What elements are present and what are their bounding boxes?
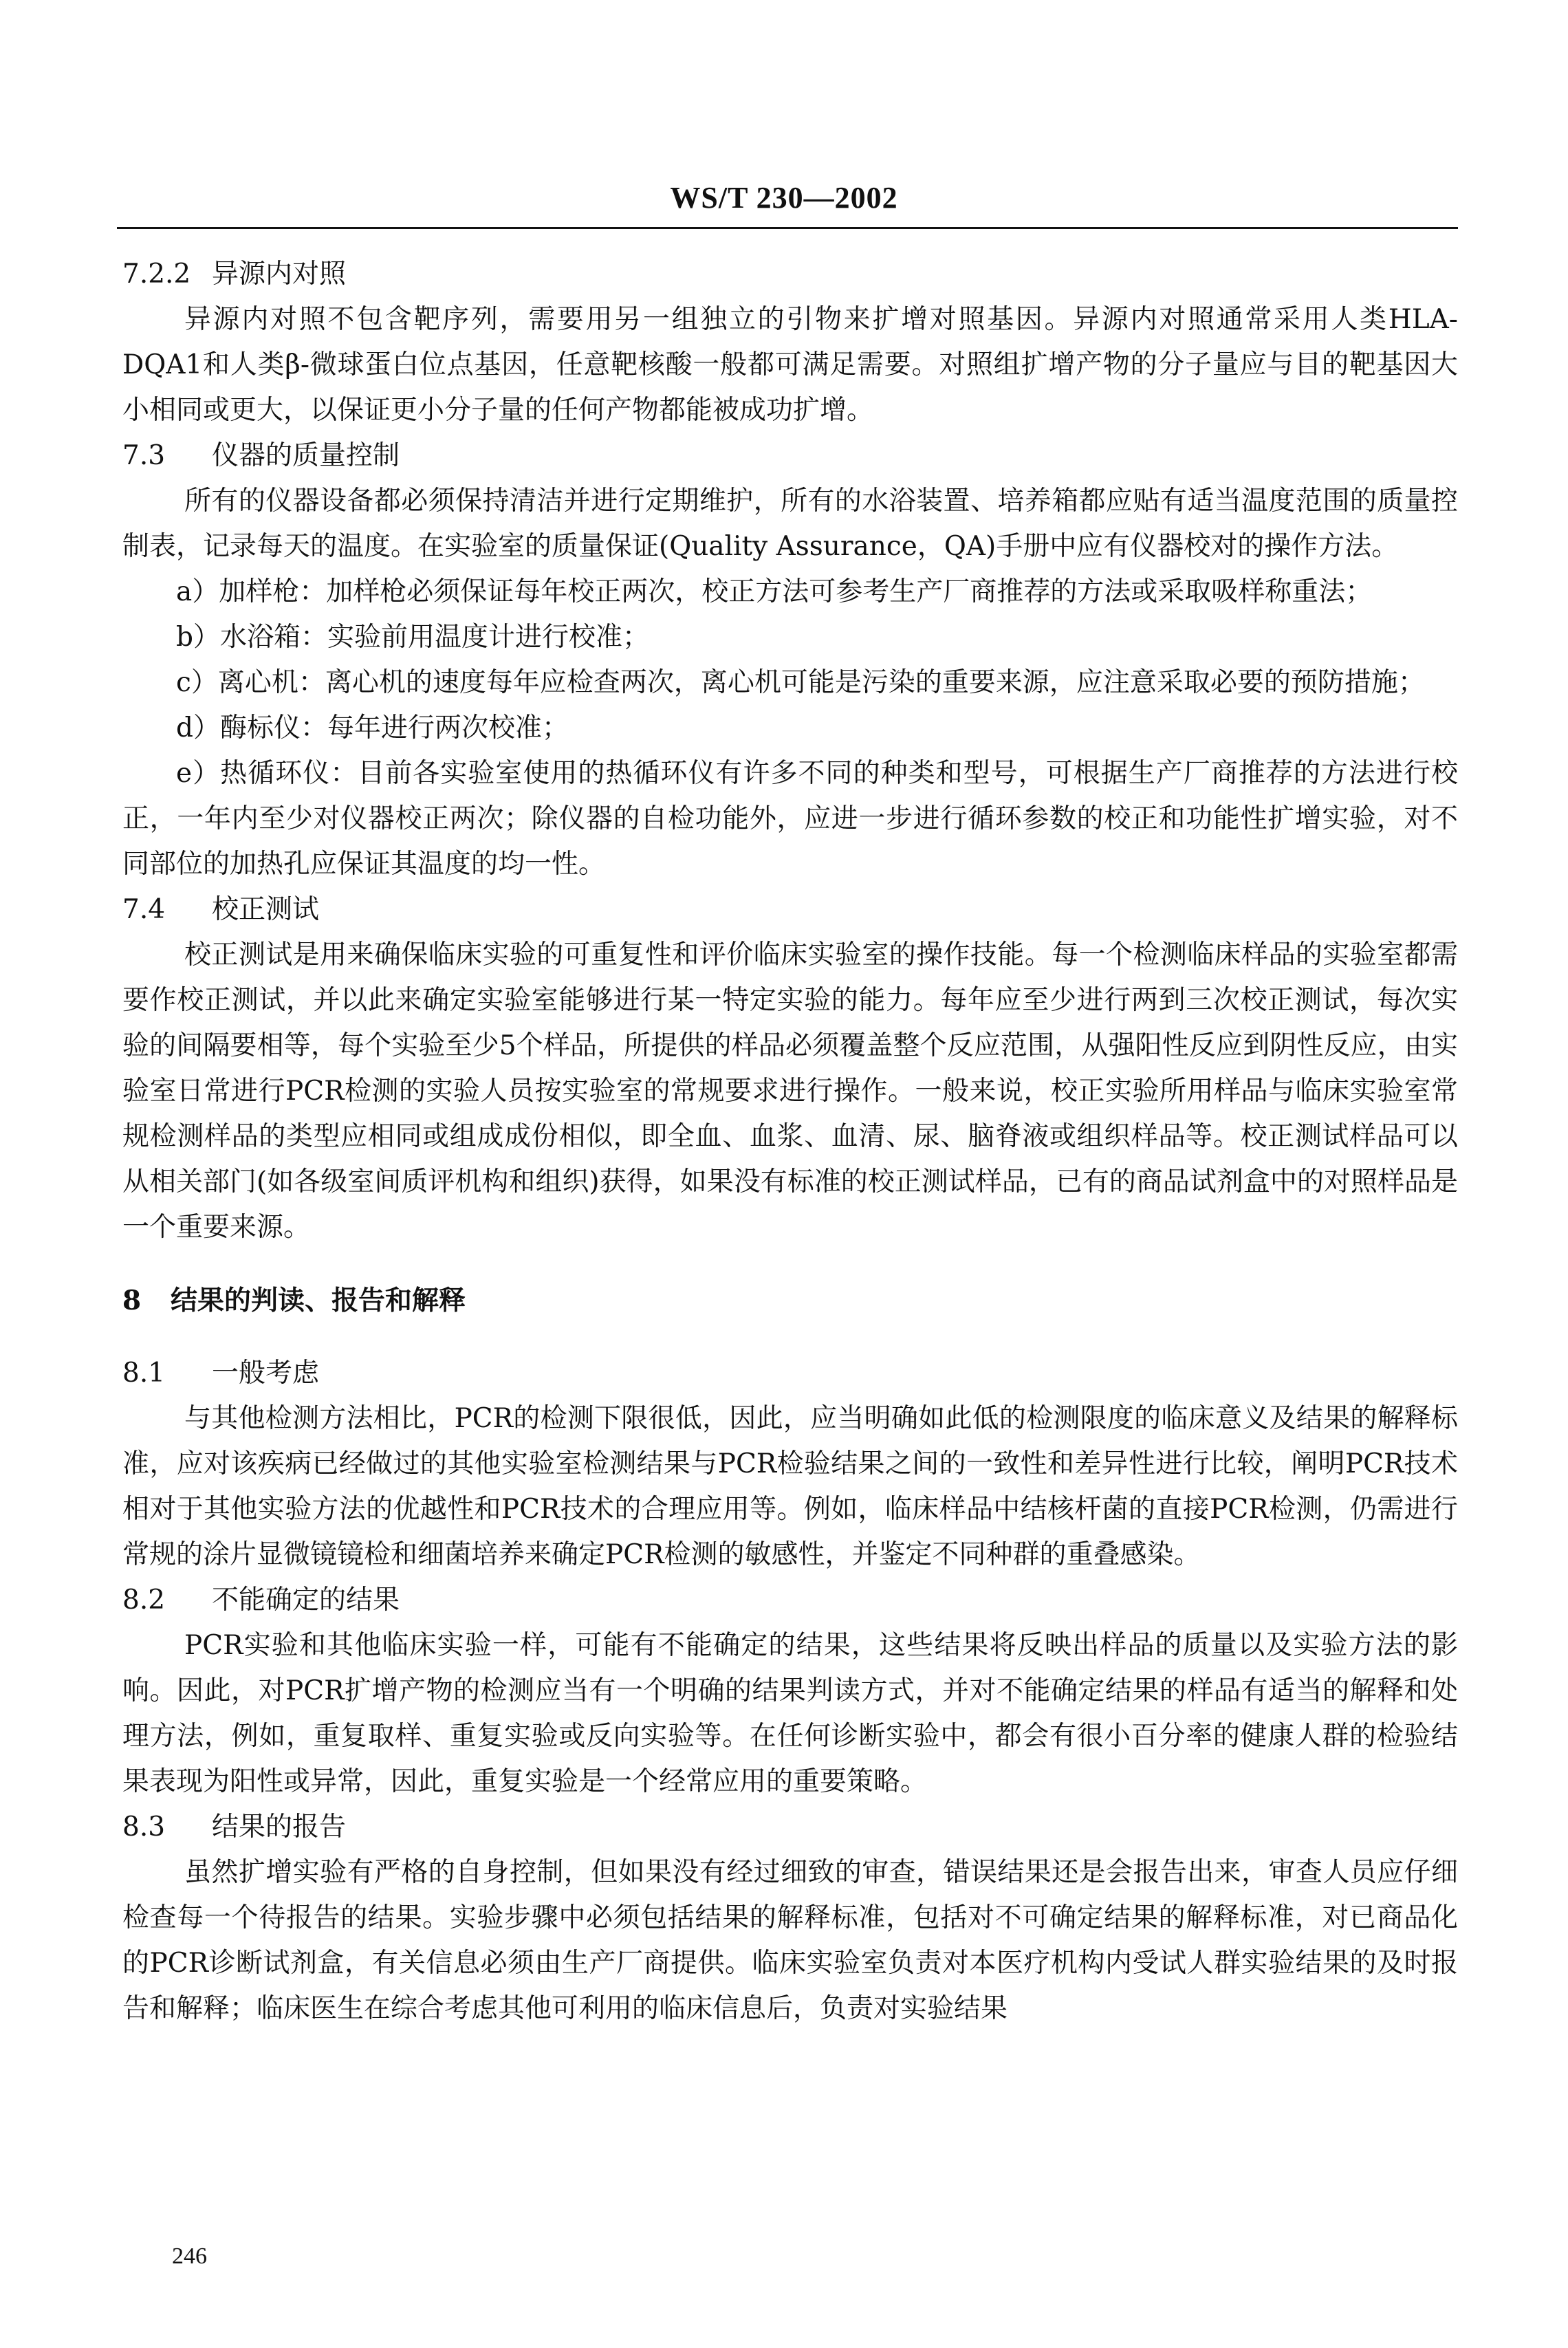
section-8-3-paragraph: 虽然扩增实验有严格的自身控制，但如果没有经过细致的审查，错误结果还是会报告出来，审查人员应仔细检查每一个待报告的结果。实验步骤中必须包括结果的解释标准，包括对不可确定结果的解释标准，对已商品化的PCR诊断试剂盒，有关信息必须由生产厂商提供。临床实验室负责对本医疗机构内受试人群实验结果的及时报告和解释；临床医生在综合考虑其他可利用的临床信息后，负责对实验结果 [122, 1857, 1458, 2024]
section-8-1-paragraph: 与其他检测方法相比，PCR的检测下限很低，因此，应当明确如此低的检测限度的临床意义及结果的解释标准，应对该疾病已经做过的其他实验室检测结果与PCR检验结果之间的一致性和差异性进行比较，阐明PCR技术相对于其他实验方法的优越性和PCR技术的合理应用等。例如，临床样品中结核杆菌的直接PCR检测，仍需进行常规的涂片显微镜镜检和细菌培养来确定PCR检测的敏感性，并鉴定不同种群的重叠感染。 [122, 1403, 1458, 1570]
section-title: 一般考虑 [212, 1358, 320, 1389]
list-item-a: a）加样枪：加样枪必须保证每年校正两次，校正方法可参考生产厂商推荐的方法或采取吸样称重法； [176, 576, 1373, 607]
section-number: 8.2 [122, 1585, 166, 1616]
section-8-heading [122, 1278, 1458, 1323]
section-7-2-2-paragraph: 异源内对照不包含靶序列，需要用另一组独立的引物来扩增对照基因。异源内对照通常采用人类HLA-DQA1和人类β-微球蛋白位点基因，任意靶核酸一般都可满足需要。对照组扩增产物的分子量应与目的靶基因大小相同或更大，以保证更小分子量的任何产物都能被成功扩增。 [122, 304, 1458, 426]
section-number: 7.2.2 [122, 259, 191, 290]
section-7-2-2-heading [122, 252, 1458, 297]
standard-code-header: WS/T 230—2002 [670, 181, 898, 215]
section-8-2-heading [122, 1578, 1458, 1623]
header-divider [117, 227, 1458, 229]
section-8-1-heading [122, 1351, 1458, 1396]
section-7-3-paragraph: 所有的仪器设备都必须保持清洁并进行定期维护，所有的水浴装置、培养箱都应贴有适当温度范围的质量控制表，记录每天的温度。在实验室的质量保证(Quality Assurance，QA)手册中应有仪器校对的操作方法。 [122, 486, 1458, 562]
section-number: 7.4 [122, 894, 166, 925]
section-number: 8 [122, 1285, 142, 1316]
section-7-3-heading [122, 433, 1458, 479]
list-item-e: e）热循环仪：目前各实验室使用的热循环仪有许多不同的种类和型号，可根据生产厂商推荐的方法进行校正，一年内至少对仪器校正两次；除仪器的自检功能外，应进一步进行循环参数的校正和功能性扩增实验，对不同部位的加热孔应保证其温度的均一性。 [122, 758, 1458, 880]
document-body [122, 252, 1458, 2032]
section-title: 结果的报告 [212, 1812, 347, 1842]
section-7-4-paragraph: 校正测试是用来确保临床实验的可重复性和评价临床实验室的操作技能。每一个检测临床样品的实验室都需要作校正测试，并以此来确定实验室能够进行某一特定实验的能力。每年应至少进行两到三次校正测试，每次实验的间隔要相等，每个实验至少5个样品，所提供的样品必须覆盖整个反应范围，从强阳性反应到阴性反应，由实验室日常进行PCR检测的实验人员按实验室的常规要求进行操作。一般来说，校正实验所用样品与临床实验室常规检测样品的类型应相同或组成成份相似，即全血、血浆、血清、尿、脑脊液或组织样品等。校正测试样品可以从相关部门(如各级室间质评机构和组织)获得，如果没有标准的校正测试样品，已有的商品试剂盒中的对照样品是一个重要来源。 [122, 939, 1458, 1243]
page-number: 246 [172, 2243, 207, 2269]
section-title: 不能确定的结果 [212, 1585, 400, 1616]
list-item-d: d）酶标仪：每年进行两次校准； [176, 713, 569, 743]
list-item-b: b）水浴箱：实验前用温度计进行校准； [176, 622, 649, 653]
section-8-3-heading [122, 1805, 1458, 1850]
section-title: 校正测试 [212, 894, 320, 925]
section-7-4-heading [122, 887, 1458, 933]
section-title: 仪器的质量控制 [212, 440, 400, 471]
section-title: 异源内对照 [212, 259, 347, 290]
section-number: 8.1 [122, 1358, 166, 1389]
section-8-2-paragraph: PCR实验和其他临床实验一样，可能有不能确定的结果，这些结果将反映出样品的质量以及实验方法的影响。因此，对PCR扩增产物的检测应当有一个明确的结果判读方式，并对不能确定结果的样品有适当的解释和处理方法，例如，重复取样、重复实验或反向实验等。在任何诊断实验中，都会有很小百分率的健康人群的检验结果表现为阳性或异常，因此，重复实验是一个经常应用的重要策略。 [122, 1630, 1458, 1797]
list-item-c: c）离心机：离心机的速度每年应检查两次，离心机可能是污染的重要来源，应注意采取必要的预防措施； [176, 667, 1425, 698]
section-number: 8.3 [122, 1812, 166, 1842]
section-number: 7.3 [122, 440, 166, 471]
section-title: 结果的判读、报告和解释 [171, 1285, 466, 1316]
